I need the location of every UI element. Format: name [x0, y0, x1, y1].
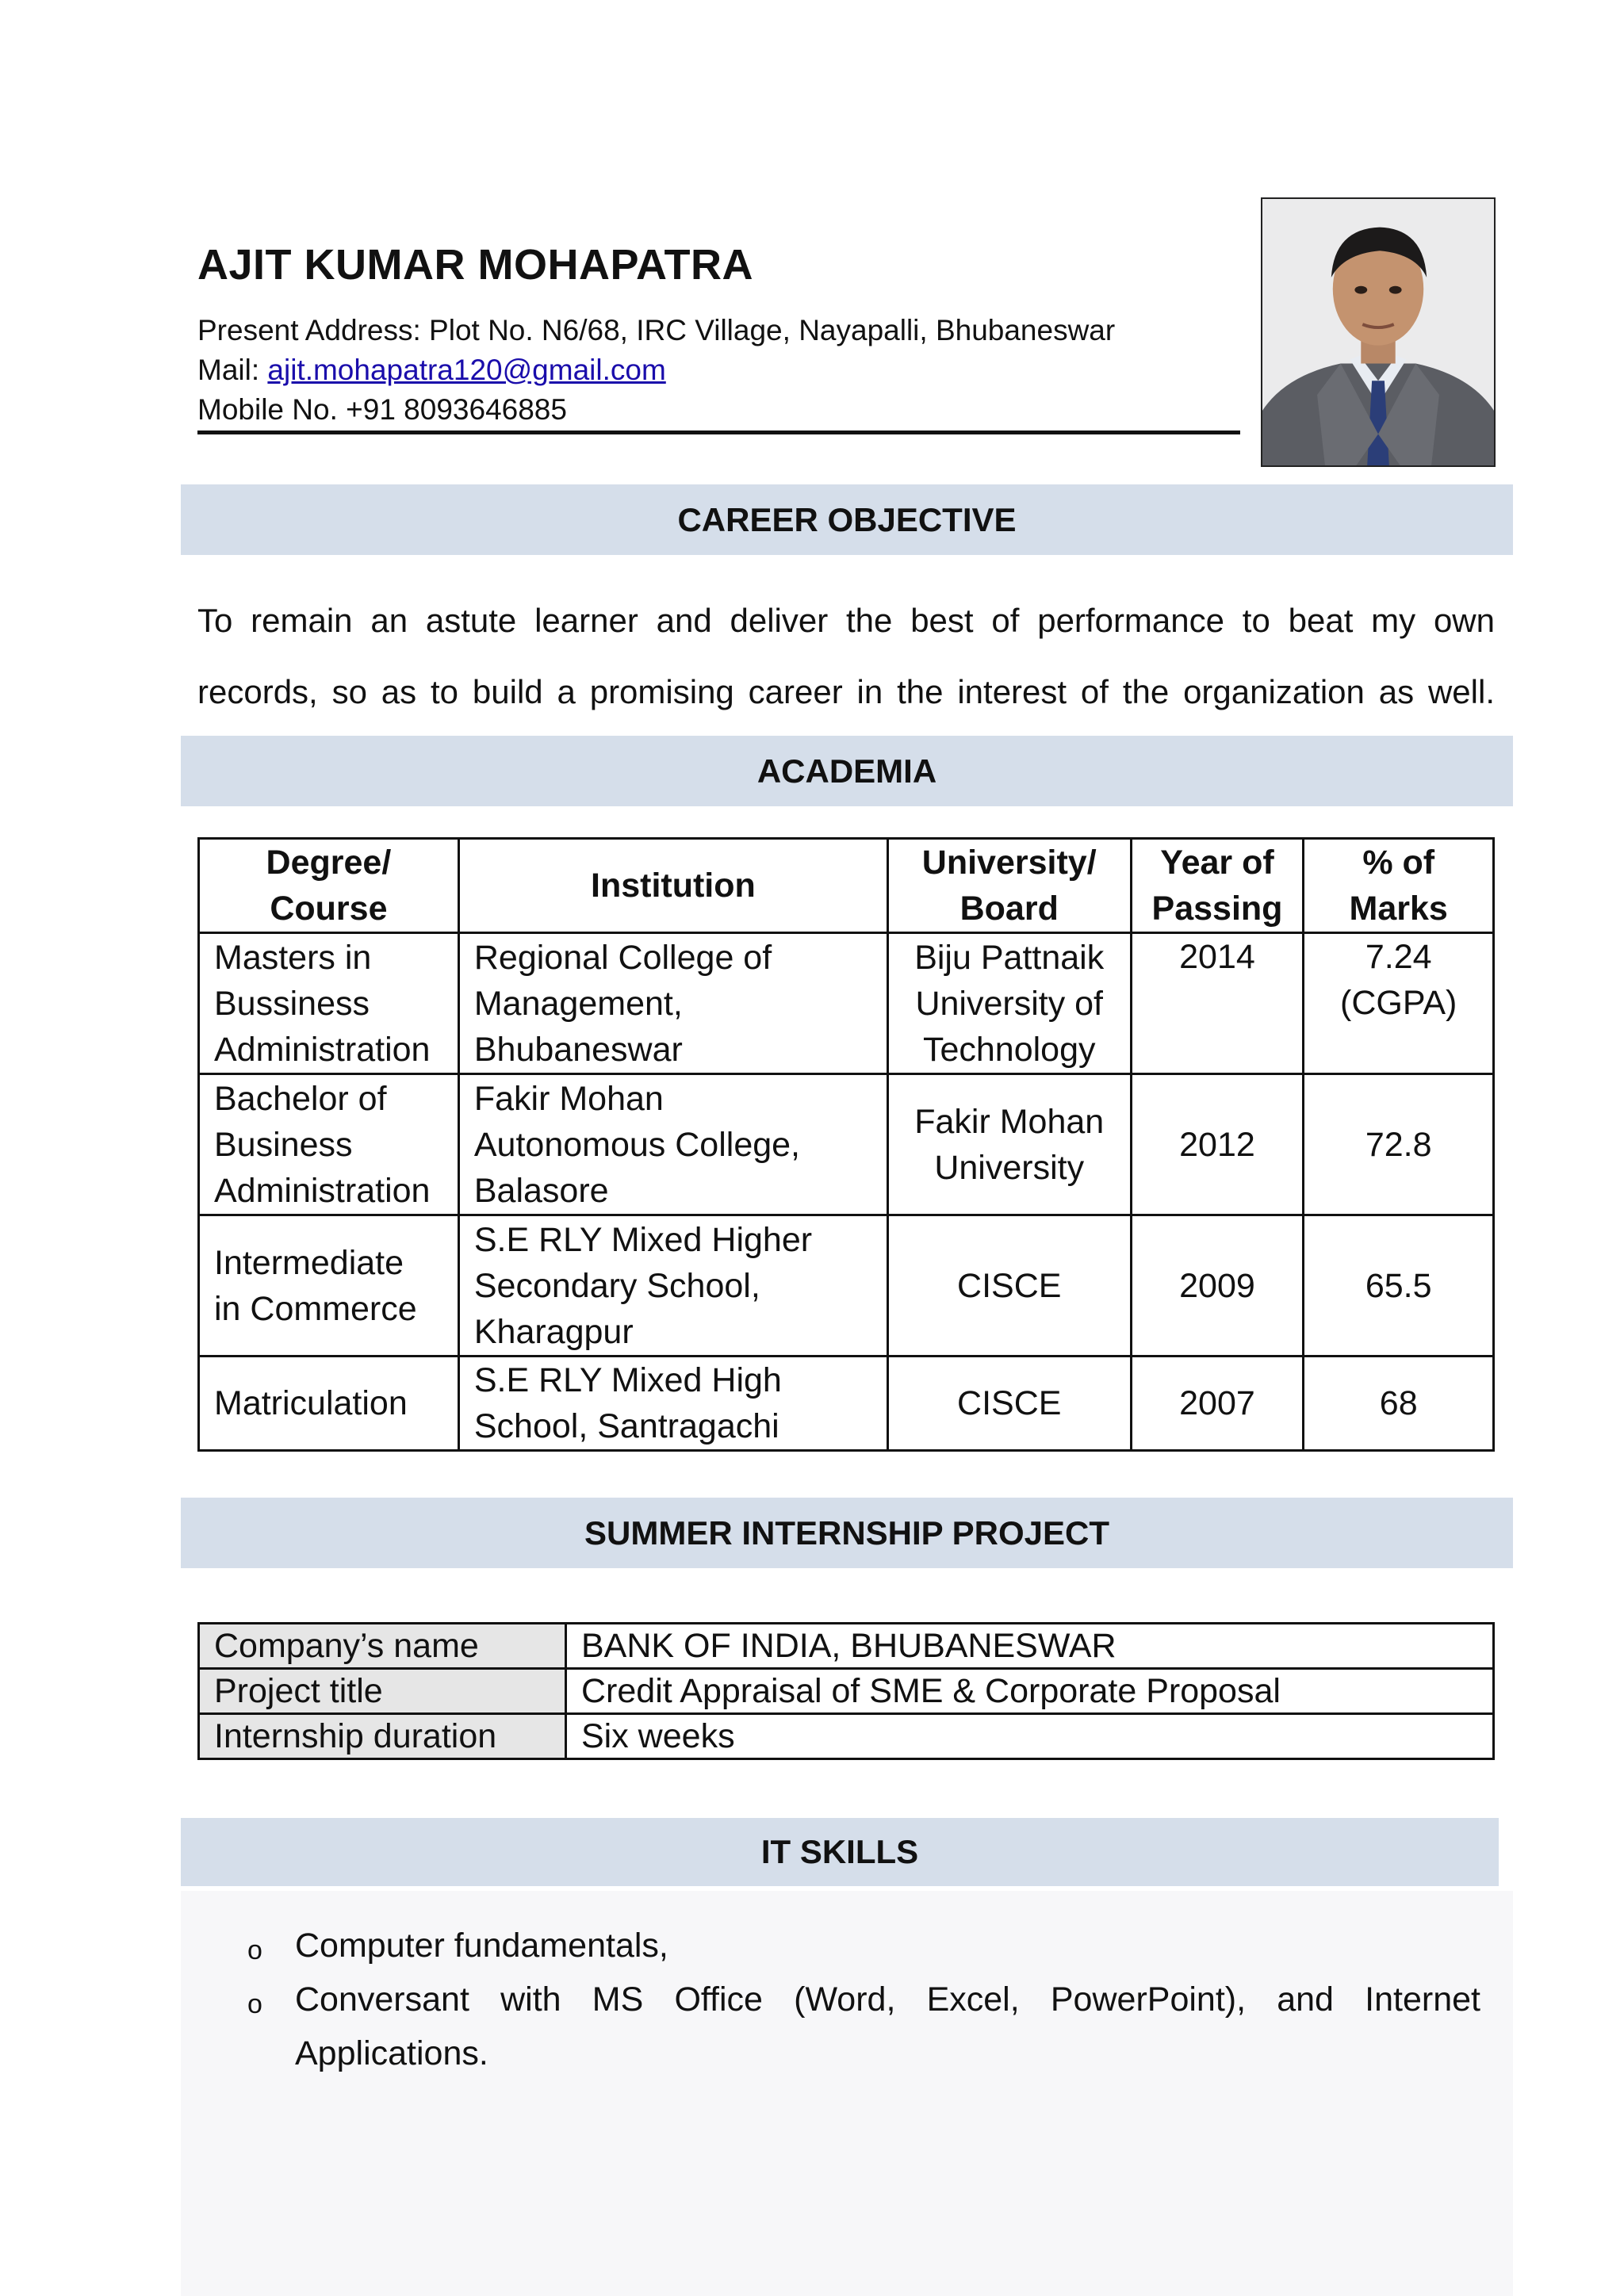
email-link[interactable]: ajit.mohapatra120@gmail.com: [267, 354, 666, 386]
year-cell: 2012: [1131, 1074, 1304, 1215]
column-header-degree: Degree/ Course: [199, 839, 459, 933]
university-cell: CISCE: [887, 1215, 1131, 1357]
career-objective-text: [197, 585, 1495, 728]
table-row: [199, 1215, 1494, 1357]
column-header-university: University/ Board: [887, 839, 1131, 933]
table-header-row: [199, 839, 1494, 933]
career-objective-heading: CAREER OBJECTIVE: [181, 484, 1513, 555]
column-header-marks: % of Marks: [1304, 839, 1494, 933]
marks-cell: 7.24 (CGPA): [1304, 933, 1494, 1074]
objective-line: records, so as to build a promising career in the interest of the organization as well.: [197, 673, 1495, 710]
marks-cell: 68: [1304, 1357, 1494, 1451]
institution-cell: S.E RLY Mixed Higher Secondary School, Kharagpur: [458, 1215, 887, 1357]
year-cell: 2009: [1131, 1215, 1304, 1357]
internship-value-cell: Six weeks: [566, 1714, 1494, 1759]
skill-text: Conversant with MS Office (Word, Excel, PowerPoint), and Internet Applications.: [295, 1980, 1480, 2072]
internship-table: [197, 1622, 1495, 1760]
internship-value-cell: Credit Appraisal of SME & Corporate Proposal: [566, 1669, 1494, 1714]
marks-cell: 65.5: [1304, 1215, 1494, 1357]
it-skills-heading: IT SKILLS: [181, 1818, 1499, 1886]
mobile-number: Mobile No. +91 8093646885: [197, 393, 567, 426]
table-row: [199, 1074, 1494, 1215]
university-cell: Biju Pattnaik University of Technology: [887, 933, 1131, 1074]
internship-heading: SUMMER INTERNSHIP PROJECT: [181, 1498, 1513, 1568]
mail-line: [197, 354, 666, 387]
skill-text: Computer fundamentals,: [295, 1927, 668, 1965]
table-row: [199, 1624, 1494, 1669]
it-skills-list: [247, 1919, 1480, 2080]
column-header-year: Year of Passing: [1131, 839, 1304, 933]
bullet-icon: o: [247, 1989, 262, 2019]
institution-cell: Fakir Mohan Autonomous College, Balasore: [458, 1074, 887, 1215]
list-item: [247, 1919, 1480, 1973]
degree-cell: Intermediate in Commerce: [199, 1215, 459, 1357]
table-row: [199, 1714, 1494, 1759]
table-row: [199, 1357, 1494, 1451]
bullet-icon: o: [247, 1935, 262, 1965]
header-divider: [197, 430, 1240, 434]
degree-cell: Masters in Bussiness Administration: [199, 933, 459, 1074]
marks-cell: 72.8: [1304, 1074, 1494, 1215]
institution-cell: S.E RLY Mixed High School, Santragachi: [458, 1357, 887, 1451]
degree-cell: Bachelor of Business Administration: [199, 1074, 459, 1215]
profile-photo: [1261, 197, 1496, 467]
table-row: [199, 933, 1494, 1074]
university-cell: Fakir Mohan University: [887, 1074, 1131, 1215]
objective-line: To remain an astute learner and deliver the best of performance to beat my own: [197, 602, 1495, 639]
column-header-institution: Institution: [458, 839, 887, 933]
year-cell: 2007: [1131, 1357, 1304, 1451]
mail-label: Mail:: [197, 354, 268, 386]
list-item: [247, 1973, 1480, 2080]
candidate-name: AJIT KUMAR MOHAPATRA: [197, 241, 753, 289]
internship-key-cell: Internship duration: [199, 1714, 566, 1759]
internship-key-cell: Company’s name: [199, 1624, 566, 1669]
internship-value-cell: BANK OF INDIA, BHUBANESWAR: [566, 1624, 1494, 1669]
university-cell: CISCE: [887, 1357, 1131, 1451]
year-cell: 2014: [1131, 933, 1304, 1074]
present-address: Present Address: Plot No. N6/68, IRC Village, Nayapalli, Bhubaneswar: [197, 314, 1116, 346]
internship-key-cell: Project title: [199, 1669, 566, 1714]
academia-heading: ACADEMIA: [181, 736, 1513, 806]
institution-cell: Regional College of Management, Bhubaneswar: [458, 933, 887, 1074]
academia-table: [197, 837, 1495, 1452]
table-row: [199, 1669, 1494, 1714]
degree-cell: Matriculation: [199, 1357, 459, 1451]
